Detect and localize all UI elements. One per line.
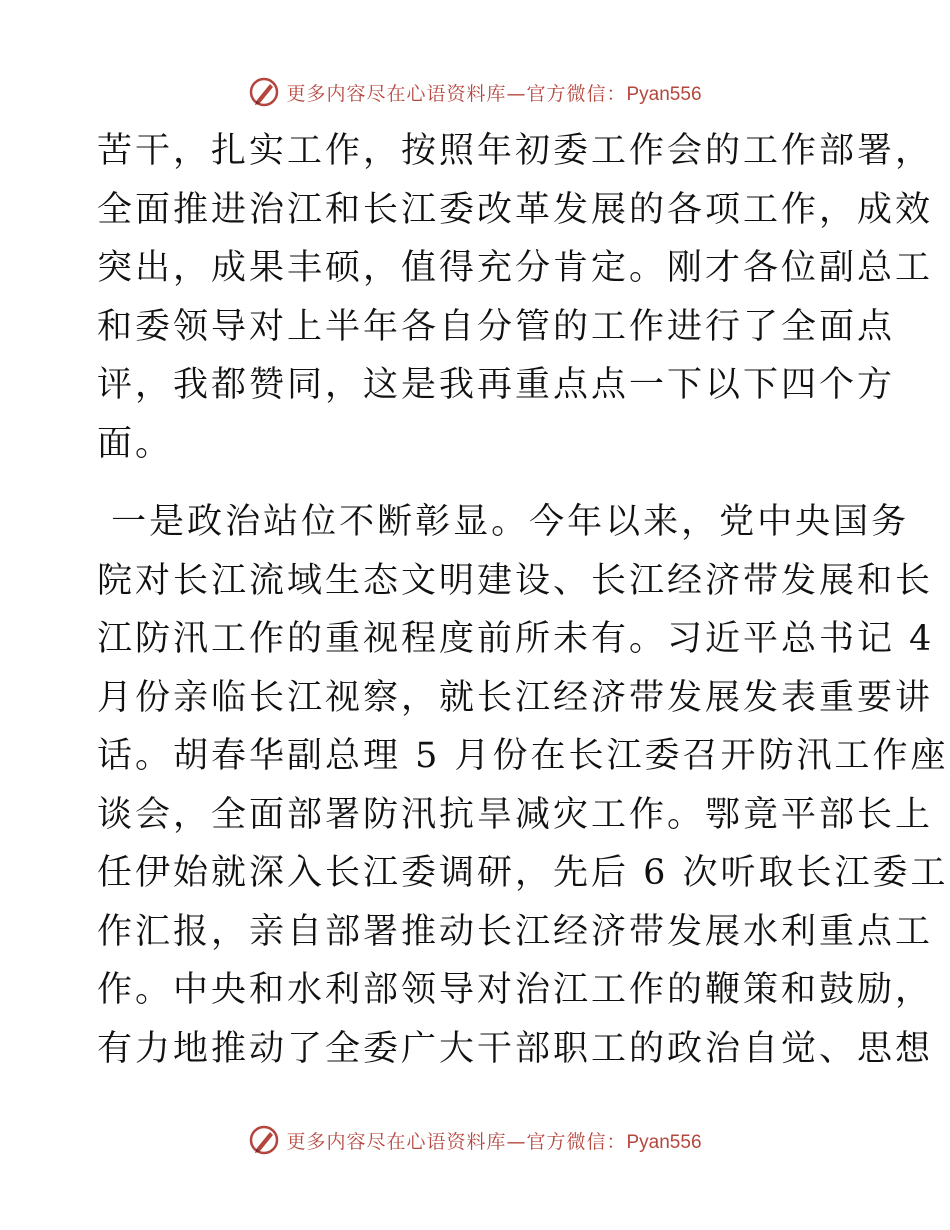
text-line: 话。胡春华副总理 5 月份在长江委召开防汛工作座	[97, 736, 949, 776]
footer-watermark	[0, 1120, 950, 1160]
text-line: 月份亲临长江视察，就长江经济带发展发表重要讲	[97, 677, 934, 718]
text-line: 江防汛工作的重视程度前所未有。习近平总书记 4	[97, 619, 935, 659]
text-line: 评，我都赞同，这是我再重点点一下以下四个方	[97, 365, 896, 405]
header-wechat-id: Pyan556	[626, 83, 702, 105]
text-line: 任伊始就深入长江委调研，先后 6 次听取长江委工	[97, 853, 949, 893]
text-line: 和委领导对上半年各自分管的工作进行了全面点	[97, 306, 896, 347]
text-line: 苦干，扎实工作，按照年初委工作会的工作部署，	[97, 131, 934, 171]
text-line: 一是政治站位不断彰显。今年以来，党中央国务	[97, 502, 910, 542]
text-line: 有力地推动了全委广大干部职工的政治自觉、思想	[97, 1028, 934, 1069]
text-line: 全面推进治江和长江委改革发展的各项工作，成效	[97, 189, 934, 230]
pen-circle-logo-icon	[248, 76, 280, 108]
document-body	[97, 122, 949, 1078]
text-line: 作。中央和水利部领导对治江工作的鞭策和鼓励，	[97, 970, 934, 1010]
text-line: 院对长江流域生态文明建设、长江经济带发展和长	[97, 560, 934, 601]
header-watermark	[0, 72, 950, 112]
paragraph	[97, 122, 934, 473]
footer-text: 更多内容尽在心语资料库—官方微信：Pyan556	[286, 1130, 702, 1153]
header-text: 更多内容尽在心语资料库—官方微信：Pyan556	[286, 82, 702, 105]
footer-wechat-id: Pyan556	[626, 1131, 702, 1153]
text-line: 谈会，全面部署防汛抗旱减灾工作。鄂竟平部长上	[97, 794, 934, 835]
text-line: 突出，成果丰硕，值得充分肯定。刚才各位副总工	[97, 248, 934, 288]
text-line: 面。	[97, 423, 174, 464]
pen-circle-logo-icon	[248, 1124, 280, 1156]
text-line: 作汇报，亲自部署推动长江经济带发展水利重点工	[97, 911, 934, 952]
paragraph	[97, 493, 949, 1078]
